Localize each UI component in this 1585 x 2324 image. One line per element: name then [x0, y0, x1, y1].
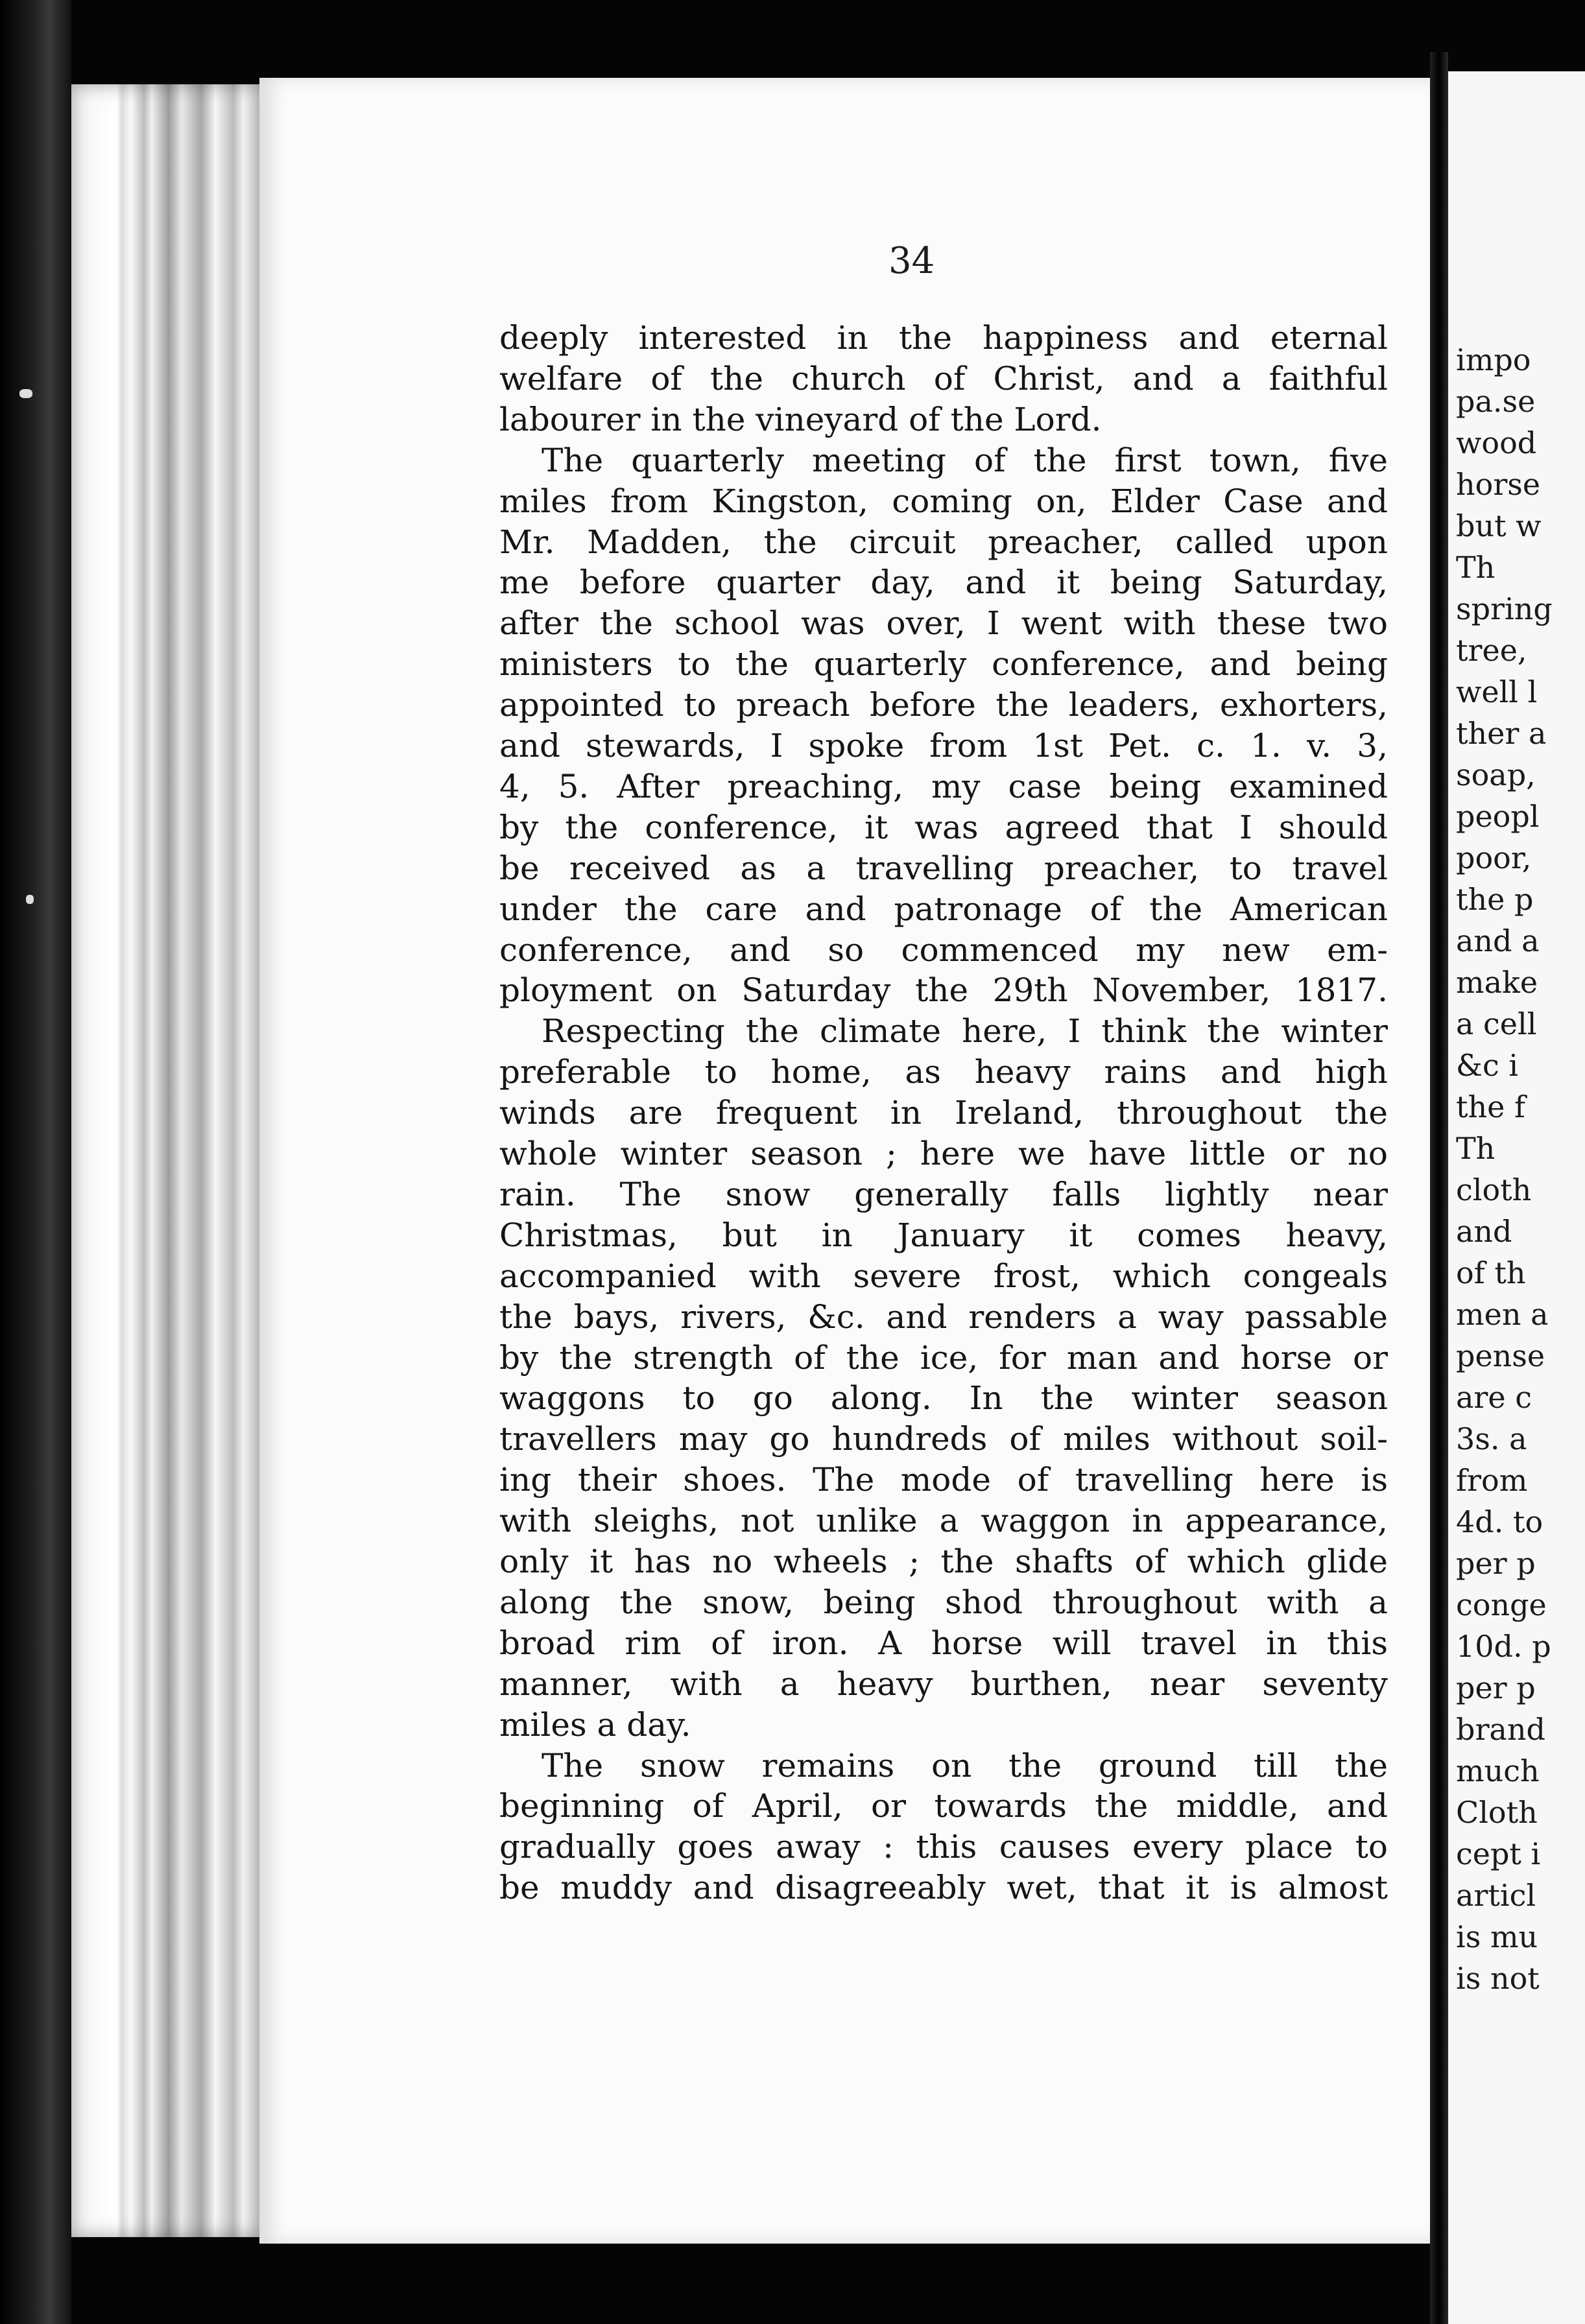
text-line: conference, and so commenced my new em-	[499, 931, 1388, 969]
facing-page-line: soap,	[1456, 757, 1536, 792]
text-line: gradually goes away : this causes every place to	[499, 1828, 1388, 1866]
text-line: me before quarter day, and it being Saturday,	[499, 563, 1388, 601]
stacked-page-edges	[71, 84, 259, 2237]
text-line: only it has no wheels ; the shafts of which glide	[499, 1543, 1388, 1580]
text-line: travellers may go hundreds of miles without soil-	[499, 1420, 1388, 1458]
facing-page-line: is mu	[1456, 1919, 1538, 1954]
text-line: be received as a travelling preacher, to travel	[499, 849, 1388, 887]
text-line: beginning of April, or towards the middle, and	[499, 1787, 1388, 1825]
facing-page-line: wood	[1456, 425, 1537, 460]
facing-page-line: much	[1456, 1753, 1540, 1788]
text-line: broad rim of iron. A horse will travel in this	[499, 1624, 1388, 1662]
text-line: Mr. Madden, the circuit preacher, called upon	[499, 523, 1388, 561]
facing-page-line: peopl	[1456, 799, 1540, 834]
facing-page-line: Th	[1456, 550, 1496, 585]
facing-page-line: 4d. to	[1456, 1504, 1543, 1539]
text-line: Christmas, but in January it comes heavy,	[499, 1216, 1388, 1254]
facing-page-line: 3s. a	[1456, 1421, 1527, 1456]
facing-page-line: &c i	[1456, 1048, 1519, 1083]
facing-page-line: pense	[1456, 1338, 1545, 1373]
facing-page-line: tree,	[1456, 633, 1527, 668]
facing-page-line: from	[1456, 1463, 1528, 1498]
text-line: 4, 5. After preaching, my case being examined	[499, 768, 1388, 805]
facing-page-line: is not	[1456, 1961, 1540, 1996]
facing-page-line: well l	[1456, 674, 1538, 709]
facing-page-line: cloth	[1456, 1172, 1532, 1207]
text-line: welfare of the church of Christ, and a faithful	[499, 360, 1388, 397]
facing-page-line: the p	[1456, 882, 1534, 917]
text-line: the bays, rivers, &c. and renders a way passable	[499, 1298, 1388, 1336]
facing-page-line: a cell	[1456, 1006, 1537, 1041]
text-line: whole winter season ; here we have little or no	[499, 1135, 1388, 1172]
text-line: ployment on Saturday the 29th November, 1817.	[499, 971, 1388, 1009]
text-line: ministers to the quarterly conference, and being	[499, 645, 1388, 683]
facing-page-line: cept i	[1456, 1836, 1541, 1871]
text-line: deeply interested in the happiness and eternal	[499, 319, 1388, 357]
text-line: appointed to preach before the leaders, exhorters,	[499, 686, 1388, 724]
facing-page-line: Th	[1456, 1131, 1496, 1166]
page-gutter	[1430, 52, 1448, 2324]
text-line: miles from Kingston, coming on, Elder Case and	[499, 482, 1388, 520]
text-line: labourer in the vineyard of the Lord.	[499, 401, 1102, 438]
facing-page-line: per p	[1456, 1546, 1536, 1581]
facing-page-line: but w	[1456, 508, 1542, 543]
text-line: preferable to home, as heavy rains and high	[499, 1053, 1388, 1091]
text-line: winds are frequent in Ireland, throughout the	[499, 1094, 1388, 1132]
facing-page-line: pa.se	[1456, 384, 1536, 419]
text-line: under the care and patronage of the American	[499, 890, 1388, 928]
facing-page-line: articl	[1456, 1878, 1536, 1913]
text-line: waggons to go along. In the winter season	[499, 1379, 1388, 1417]
text-line: rain. The snow generally falls lightly near	[499, 1176, 1388, 1213]
facing-page-line: conge	[1456, 1587, 1547, 1622]
facing-page-line: the f	[1456, 1089, 1525, 1124]
facing-page-line: spring	[1456, 591, 1553, 626]
facing-page-line: impo	[1456, 342, 1531, 377]
facing-page	[1448, 71, 1585, 2324]
text-line: Respecting the climate here, I think the winter	[542, 1012, 1388, 1050]
facing-page-line: per p	[1456, 1670, 1536, 1705]
text-line: The quarterly meeting of the first town, five	[542, 442, 1388, 479]
facing-page-line: men a	[1456, 1297, 1549, 1332]
text-line: be muddy and disagreeably wet, that it is almost	[499, 1869, 1388, 1906]
text-line: along the snow, being shod throughout with a	[499, 1583, 1388, 1621]
text-line: and stewards, I spoke from 1st Pet. c. 1. v. 3,	[499, 727, 1388, 765]
facing-page-line: Cloth	[1456, 1795, 1538, 1830]
text-line: with sleighs, not unlike a waggon in appearance,	[499, 1502, 1388, 1539]
text-line: after the school was over, I went with these two	[499, 604, 1388, 642]
facing-page-line: are c	[1456, 1380, 1532, 1415]
binding-speck	[26, 895, 34, 904]
facing-page-line: poor,	[1456, 840, 1532, 875]
facing-page-line: of th	[1456, 1255, 1526, 1290]
text-line: The snow remains on the ground till the	[542, 1747, 1388, 1784]
facing-page-line: brand	[1456, 1712, 1545, 1747]
text-line: miles a day.	[499, 1706, 691, 1744]
facing-page-line: horse	[1456, 467, 1541, 502]
page-number: 34	[888, 240, 935, 282]
facing-page-line: and	[1456, 1214, 1512, 1249]
text-line: by the strength of the ice, for man and horse or	[499, 1339, 1388, 1377]
book-binding	[0, 0, 71, 2324]
facing-page-line: make	[1456, 965, 1538, 1000]
text-line: accompanied with severe frost, which congeals	[499, 1257, 1388, 1295]
binding-speck	[19, 389, 32, 398]
text-line: ing their shoes. The mode of travelling here is	[499, 1461, 1388, 1499]
text-line: manner, with a heavy burthen, near seventy	[499, 1665, 1388, 1703]
facing-page-line: and a	[1456, 923, 1540, 958]
facing-page-line: ther a	[1456, 716, 1547, 751]
text-line: by the conference, it was agreed that I should	[499, 809, 1388, 846]
facing-page-line: 10d. p	[1456, 1629, 1551, 1664]
